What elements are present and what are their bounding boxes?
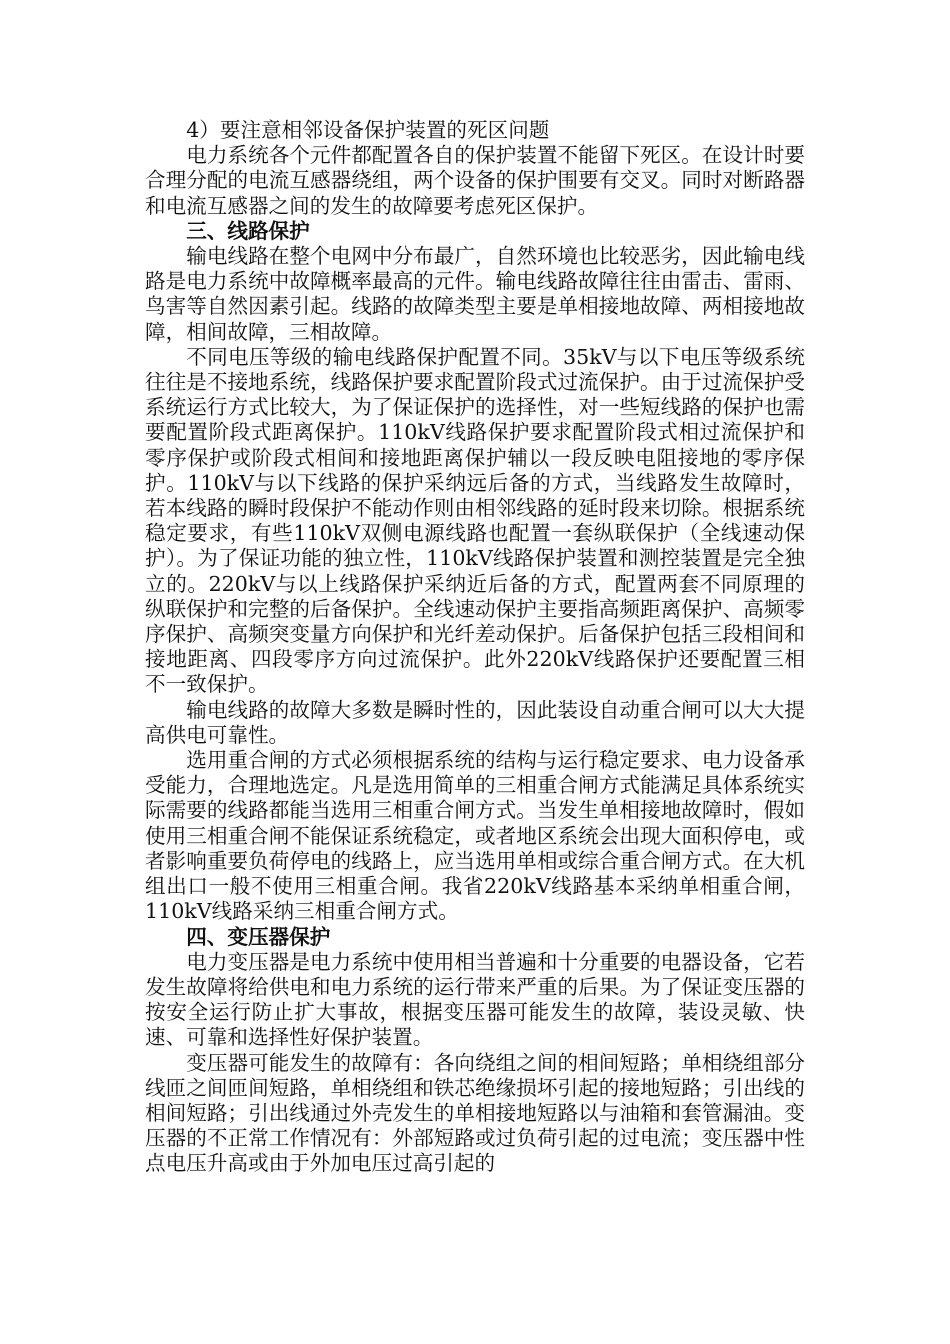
paragraph-line-intro: 输电线路在整个电网中分布最广，自然环境也比较恶劣，因此输电线路是电力系统中故障概率最高的元件。输电线路故障往往由雷击、雷雨、鸟害等自然因素引起。线路的故障类型主要是单相接地故障、两相接地故障，相间故障，三相故障。 — [145, 244, 805, 344]
paragraph-line-config: 不同电压等级的输电线路保护配置不同。35kV与以下电压等级系统往往是不接地系统，线路保护要求配置阶段式过流保护。由于过流保护受系统运行方式比较大，为了保证保护的选择性，对一些短线路的保护也需要配置阶段式距离保护。110kV线路保护要求配置阶段式相过流保护和零序保护或阶段式相间和接地距离保护辅以一段反映电阻接地的零序保护。110kV与以下线路的保护采纳远后备的方式，当线路发生故障时，若本线路的瞬时段保护不能动作则由相邻线路的延时段来切除。根据系统稳定要求，有些110kV双侧电源线路也配置一套纵联保护（全线速动保护）。为了保证功能的独立性，110kV线路保护装置和测控装置是完全独立的。220kV与以上线路保护采纳近后备的方式，配置两套不同原理的纵联保护和完整的后备保护。全线速动保护主要指高频距离保护、高频零序保护、高频突变量方向保护和光纤差动保护。后备保护包括三段相间和接地距离、四段零序方向过流保护。此外220kV线路保护还要配置三相不一致保护。 — [145, 344, 805, 697]
section-heading-line-protection: 三、线路保护 — [186, 218, 310, 243]
subsection-heading-dead-zone: 4）要注意相邻设备保护装置的死区问题 — [186, 118, 550, 142]
paragraph-transformer-intro: 电力变压器是电力系统中使用相当普遍和十分重要的电器设备，它若发生故障将给供电和电力系统的运行带来严重的后果。为了保证变压器的按安全运行防止扩大事故，根据变压器可能发生的故障，装设灵敏、快速、可靠和选择性好保护装置。 — [145, 949, 805, 1050]
section-heading-transformer-protection: 四、变压器保护 — [186, 924, 331, 949]
paragraph-reclosing-intro: 输电线路的故障大多数是瞬时性的，因此装设自动重合闸可以大大提高供电可靠性。 — [145, 697, 805, 747]
paragraph-dead-zone: 电力系统各个元件都配置各自的保护装置不能留下死区。在设计时要合理分配的电流互感器绕组，两个设备的保护围要有交叉。同时对断路器和电流互感器之间的发生的故障要考虑死区保护。 — [145, 143, 805, 218]
paragraph-transformer-faults: 变压器可能发生的故障有：各向绕组之间的相间短路；单相绕组部分线匝之间匝间短路，单相绕组和铁芯绝缘损坏引起的接地短路；引出线的相间短路；引出线通过外壳发生的单相接地短路以与油箱和套管漏油。变压器的不正常工作情况有：外部短路或过负荷引起的过电流；变压器中性点电压升高或由于外加电压过高引起的 — [145, 1050, 805, 1176]
paragraph-reclosing-mode: 选用重合闸的方式必须根据系统的结构与运行稳定要求、电力设备承受能力，合理地选定。凡是选用简单的三相重合闸方式能满足具体系统实际需要的线路都能当选用三相重合闸方式。当发生单相接地故障时，假如使用三相重合闸不能保证系统稳定，或者地区系统会出现大面积停电，或者影响重要负荷停电的线路上，应当选用单相或综合重合闸方式。在大机组出口一般不使用三相重合闸。我省220kV线路基本采纳单相重合闸，110kV线路采纳三相重合闸方式。 — [145, 748, 805, 924]
document-page — [145, 118, 805, 1177]
